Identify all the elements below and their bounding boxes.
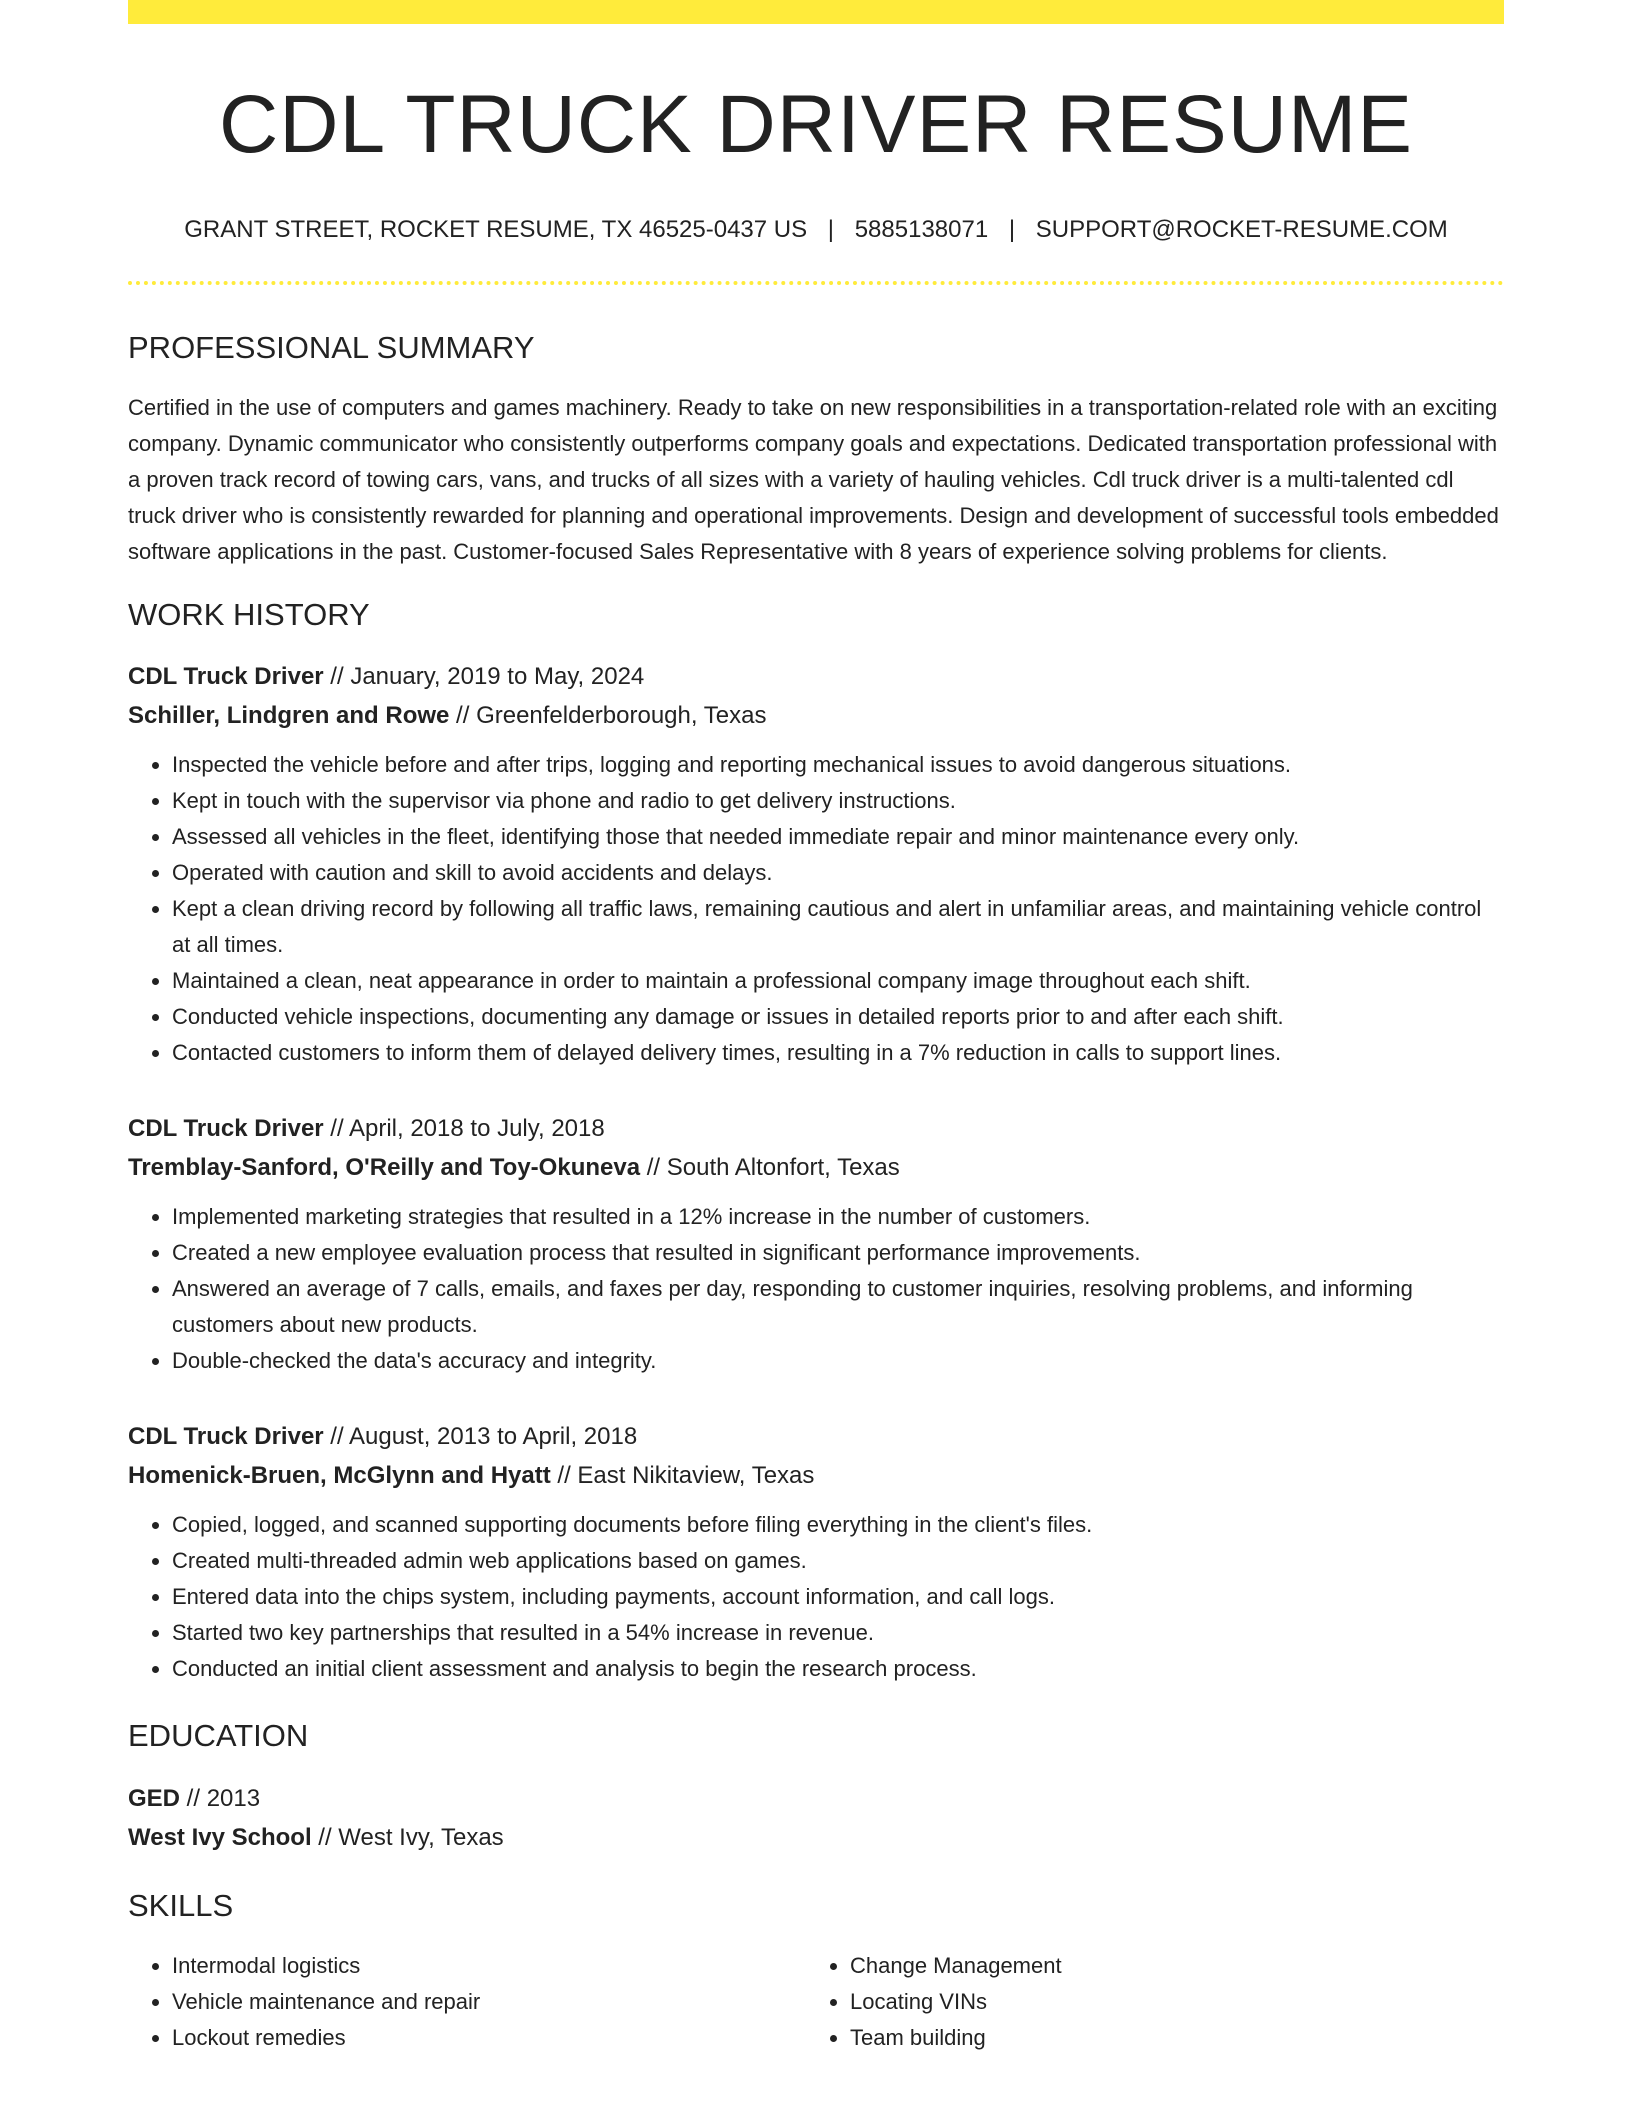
summary-text: Certified in the use of computers and games machinery. Ready to take on new responsibilities in a transportation-related role with an exciting company. Dynamic communicator who consistently outperforms company goals and expectations. Dedicated transportation professional with a proven track record of towing cars, vans, and trucks of all sizes with a variety of hauling vehicles. Cdl truck driver is a multi-talented cdl truck driver who is consistently rewarded for planning and operational improvements. Design and development of successful tools embedded software applications in the past. Customer-focused Sales Representative with 8 years of experience solving problems for clients. [128, 395, 1499, 565]
job-bullets [128, 1199, 1504, 1379]
skill-item: • Locating VINs [850, 1984, 1484, 2020]
job-bullet: • Created multi-threaded admin web applications based on games. [172, 1543, 1504, 1579]
skill-item: • Intermodal logistics [172, 1948, 806, 1984]
skills-grid [128, 1948, 1504, 2056]
job-dates: // January, 2019 to May, 2024 [323, 663, 645, 691]
skills-list [128, 1948, 806, 2056]
skills-list [806, 1948, 1484, 2056]
job-bullet: • Entered data into the chips system, including payments, account information, and call logs. [172, 1579, 1504, 1615]
job-title-line [128, 1417, 1504, 1456]
skills-section [128, 1887, 1504, 2056]
job-bullet: • Kept a clean driving record by following all traffic laws, remaining cautious and alert in unfamiliar areas, and maintaining vehicle control at all times. [172, 891, 1504, 963]
resume-title: CDL TRUCK DRIVER RESUME [219, 79, 1413, 170]
skill-item: • Team building [850, 2020, 1484, 2056]
job-company-line [128, 696, 1504, 735]
education-year: // 2013 [180, 1784, 261, 1812]
dotted-divider [128, 281, 1504, 285]
education-heading: EDUCATION [128, 1718, 309, 1754]
job-bullet: • Kept in touch with the supervisor via phone and radio to get delivery instructions. [172, 783, 1504, 819]
job-company: Homenick-Bruen, McGlynn and Hyatt [128, 1462, 551, 1490]
job-bullet: • Created a new employee evaluation process that resulted in significant performance improvements. [172, 1235, 1504, 1271]
work-history-heading: WORK HISTORY [128, 597, 370, 633]
contact-email: SUPPORT@ROCKET-RESUME.COM [1035, 216, 1448, 244]
job-bullets [128, 1507, 1504, 1687]
job-company: Schiller, Lindgren and Rowe [128, 702, 450, 730]
job-entry [128, 1417, 1504, 1687]
resume-content [128, 24, 1504, 2056]
education-location: // West Ivy, Texas [311, 1823, 504, 1851]
skill-item: • Lockout remedies [172, 2020, 806, 2056]
job-bullet: • Assessed all vehicles in the fleet, identifying those that needed immediate repair and minor maintenance every only. [172, 819, 1504, 855]
job-dates: // August, 2013 to April, 2018 [323, 1423, 638, 1451]
education-school-line [128, 1818, 1504, 1857]
job-title: CDL Truck Driver [128, 1115, 324, 1143]
job-bullets [128, 747, 1504, 1071]
job-bullet: • Conducted an initial client assessment and analysis to begin the research process. [172, 1651, 1504, 1687]
job-bullet: • Answered an average of 7 calls, emails, and faxes per day, responding to customer inquiries, resolving problems, and informing customers about new products. [172, 1271, 1504, 1343]
summary-section [128, 329, 1504, 570]
job-company: Tremblay-Sanford, O'Reilly and Toy-Okuneva [128, 1154, 641, 1182]
job-bullet: • Started two key partnerships that resulted in a 54% increase in revenue. [172, 1615, 1504, 1651]
job-location: // Greenfelderborough, Texas [449, 702, 767, 730]
contact-phone: 5885138071 [854, 216, 989, 244]
contact-separator: | [1008, 216, 1016, 244]
job-entry [128, 1109, 1504, 1379]
education-degree-line [128, 1779, 1504, 1818]
job-bullet: • Maintained a clean, neat appearance in order to maintain a professional company image throughout each shift. [172, 963, 1504, 999]
job-company-line [128, 1456, 1504, 1495]
accent-top-bar [128, 0, 1504, 24]
education-degree: GED [128, 1784, 181, 1812]
skills-heading: SKILLS [128, 1887, 234, 1923]
contact-address: GRANT STREET, ROCKET RESUME, TX 46525-0437 US [184, 216, 808, 244]
contact-line [128, 216, 1504, 245]
job-location: // South Altonfort, Texas [640, 1154, 900, 1182]
job-bullet: • Conducted vehicle inspections, documenting any damage or issues in detailed reports prior to and after each shift. [172, 999, 1504, 1035]
summary-heading: PROFESSIONAL SUMMARY [128, 329, 535, 365]
education-entry [128, 1779, 1504, 1857]
job-title-line [128, 1109, 1504, 1148]
job-location: // East Nikitaview, Texas [550, 1462, 815, 1490]
job-title-line [128, 657, 1504, 696]
job-bullet: • Implemented marketing strategies that resulted in a 12% increase in the number of customers. [172, 1199, 1504, 1235]
skill-item: • Vehicle maintenance and repair [172, 1984, 806, 2020]
job-bullet: • Inspected the vehicle before and after trips, logging and reporting mechanical issues to avoid dangerous situations. [172, 747, 1504, 783]
work-history-section [128, 596, 1504, 1687]
job-dates: // April, 2018 to July, 2018 [323, 1115, 605, 1143]
job-title: CDL Truck Driver [128, 663, 324, 691]
job-bullet: • Double-checked the data's accuracy and integrity. [172, 1343, 1504, 1379]
job-company-line [128, 1148, 1504, 1187]
skills-column-left [128, 1948, 806, 2056]
job-bullet: • Contacted customers to inform them of delayed delivery times, resulting in a 7% reduction in calls to support lines. [172, 1035, 1504, 1071]
skills-column-right [806, 1948, 1484, 2056]
job-bullet: • Operated with caution and skill to avoid accidents and delays. [172, 855, 1504, 891]
job-title: CDL Truck Driver [128, 1423, 324, 1451]
job-bullet: • Copied, logged, and scanned supporting documents before filing everything in the client's files. [172, 1507, 1504, 1543]
job-entry [128, 657, 1504, 1071]
skill-item: • Change Management [850, 1948, 1484, 1984]
contact-separator: | [827, 216, 835, 244]
education-section [128, 1717, 1504, 1856]
education-school: West Ivy School [128, 1823, 312, 1851]
